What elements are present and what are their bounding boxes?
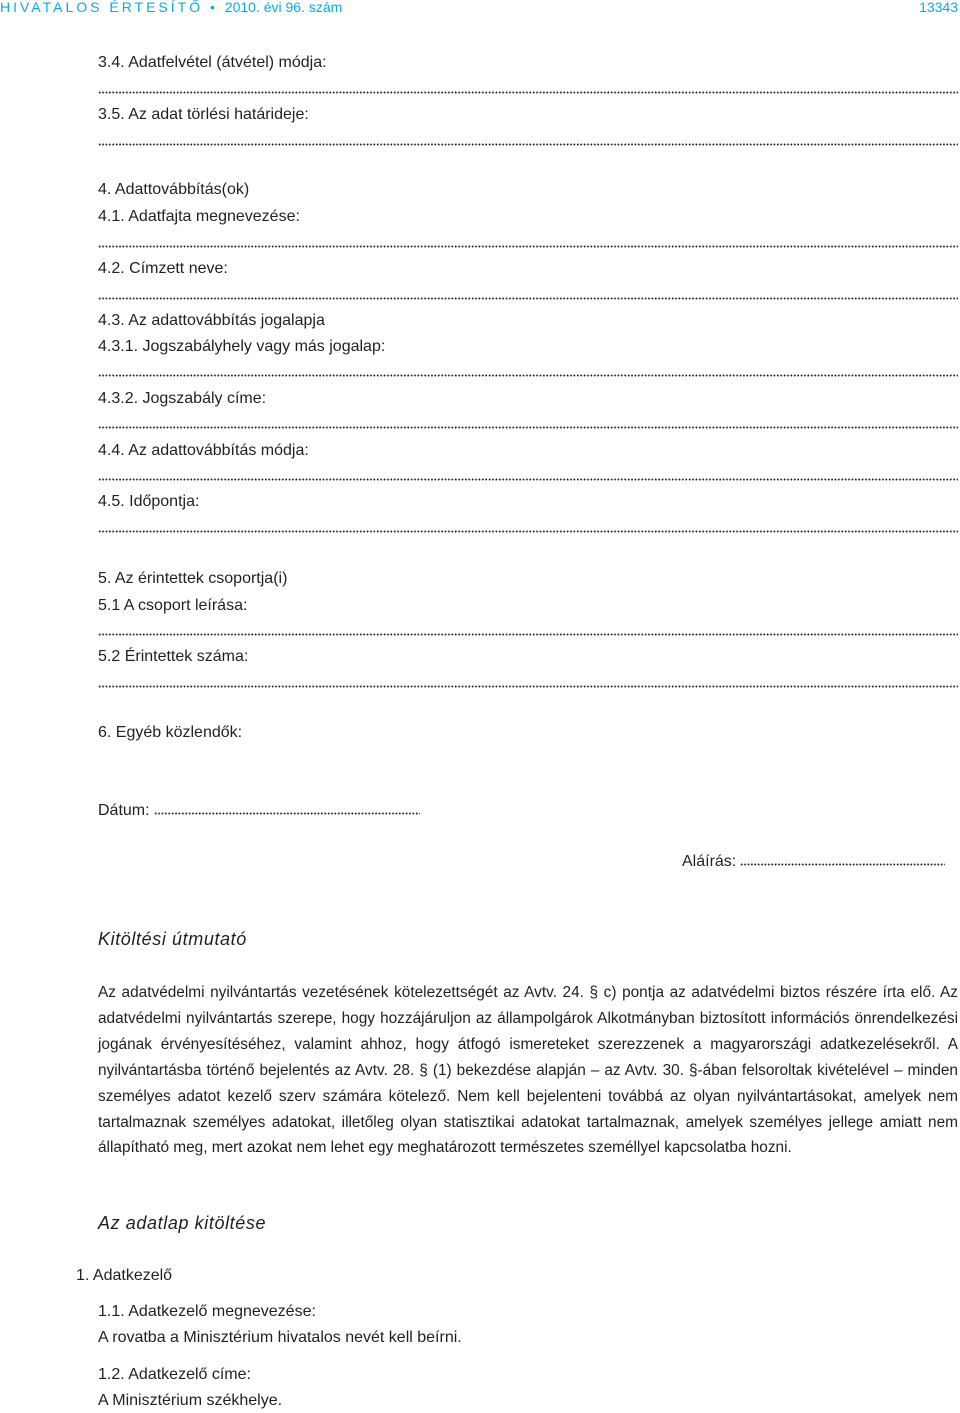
field-3-5-label: 3.5. Az adat törlési határideje: [98,106,309,123]
section-4-heading: 4. Adattovábbítás(ok) [98,181,250,198]
section-5-heading: 5. Az érintettek csoportja(i) [98,570,288,587]
fill-line-3-4 [98,91,958,94]
field-4-3-2-label: 4.3.2. Jogszabály címe: [98,390,267,407]
signature-fill [740,863,945,866]
fill-line-4-3-1 [98,374,958,377]
item-1-2-title: 1.2. Adatkezelő címe: [98,1366,251,1383]
fill-line-4-5 [98,530,958,533]
issue-number: 2010. évi 96. szám [224,0,343,15]
page-number: 13343 [919,0,958,15]
fill-line-3-5 [98,143,958,146]
item-1-heading: 1. Adatkezelő [76,1267,173,1284]
guide-paragraph: Az adatvédelmi nyilvántartás vezetésének kötelezettségét az Avtv. 24. § c) pontja az adatvédelmi biztos részére írta elő. Az adatvédelmi nyilvántartás szerepe, hogy hozzájáruljon az állampolgárok Alkotmányban biztosított információs önrendelkezési jogának érvényesítéséhez, valamint ahhoz, hogy átfogó ismereteket szerezzenek a magyarországi adatkezelésekről. A nyilvántartásba történő bejelentés az Avtv. 28. § (1) bekezdése alapján – az Avtv. 30. §-ában felsoroltak kivételével – minden személyes adatot kezelő szerv számára kötelező. Nem kell bejelenteni továbbá az olyan nyilvántartásokat, amelyek nem tartalmaznak személyes adatokat, illetőleg olyan statisztikai adatokat tartalmaznak, amelyek személyes jellege amiatt nem állapítható meg, mert azokat nem lehet egy meghatározott természetes személlyel kapcsolatba hozni. [98,984,958,1157]
field-4-4-label: 4.4. Az adattovábbítás módja: [98,442,309,459]
fill-line-5-2 [98,685,958,688]
journal-title: HIVATALOS ÉRTESÍTŐ [0,0,204,15]
field-4-3-label: 4.3. Az adattovábbítás jogalapja [98,312,325,329]
guide-title: Kitöltési útmutató [98,929,247,949]
field-4-2-label: 4.2. Címzett neve: [98,260,228,277]
fill-line-4-4 [98,478,958,481]
running-header [0,0,960,20]
fill-line-4-1 [98,245,958,248]
field-5-2-label: 5.2 Érintettek száma: [98,648,249,665]
date-fill [154,812,420,815]
field-3-4-label: 3.4. Adatfelvétel (átvétel) módja: [98,54,327,71]
signature-label: Aláírás: [682,853,737,870]
item-1-1-title: 1.1. Adatkezelő megnevezése: [98,1303,316,1320]
date-label: Dátum: [98,802,150,819]
section-6-heading: 6. Egyéb közlendők: [98,724,243,741]
item-1-2-text: A Minisztérium székhelye. [98,1392,283,1409]
guide-subtitle: Az adatlap kitöltése [98,1213,267,1233]
fill-line-4-3-2 [98,426,958,429]
journal-info [0,0,342,14]
item-1-1-text: A rovatba a Minisztérium hivatalos nevét kell beírni. [98,1329,462,1346]
fill-line-4-2 [98,297,958,300]
date-line [98,802,420,820]
fill-line-5-1 [98,633,958,636]
signature-line [682,853,945,871]
field-4-5-label: 4.5. Időpontja: [98,493,200,510]
field-4-1-label: 4.1. Adatfajta megnevezése: [98,208,300,225]
field-4-3-1-label: 4.3.1. Jogszabályhely vagy más jogalap: [98,338,386,355]
field-5-1-label: 5.1 A csoport leírása: [98,597,248,614]
header-bullet: • [210,0,218,15]
